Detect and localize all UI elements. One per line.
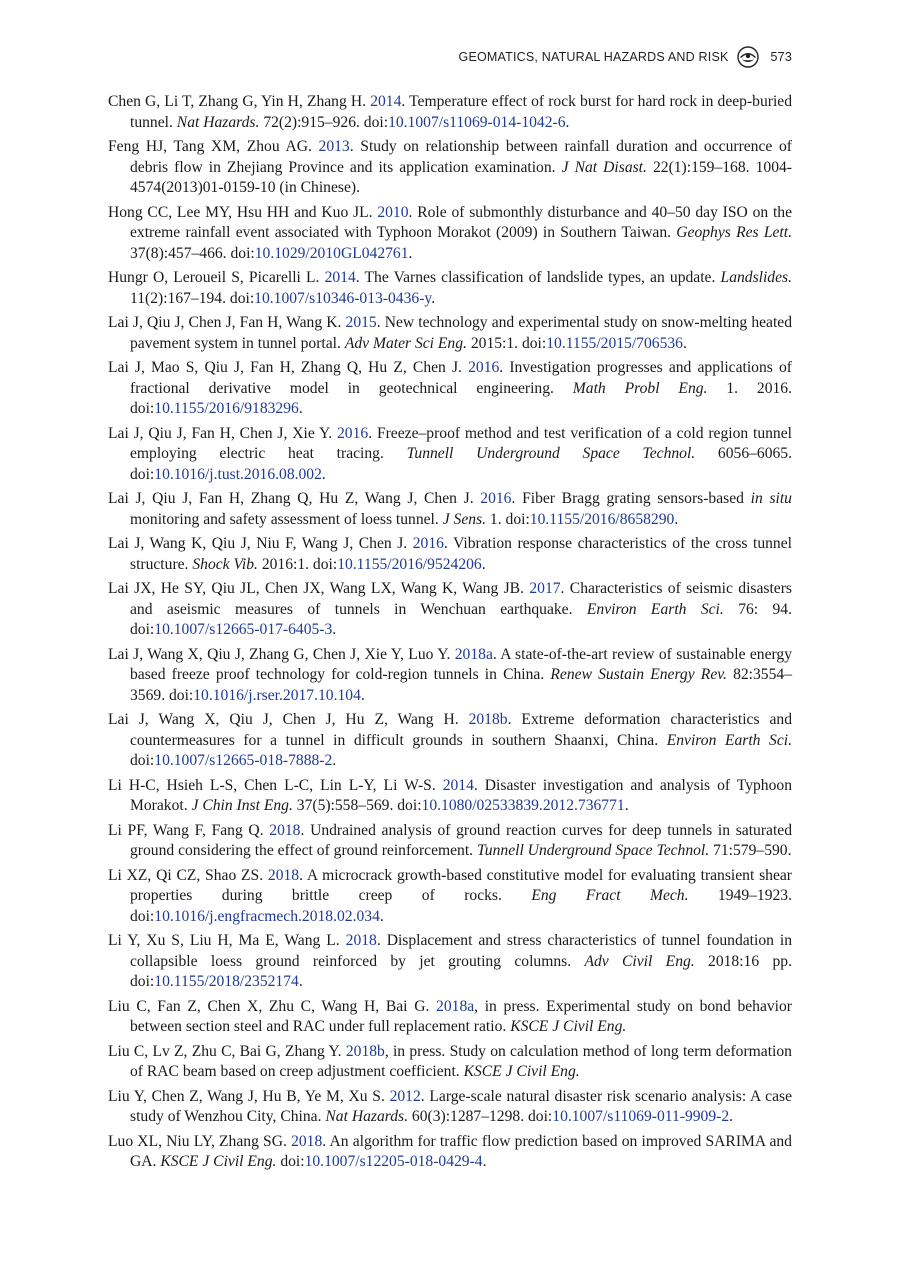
- reference-details: 1. doi:: [489, 510, 530, 528]
- reference-item: Lai JX, He SY, Qiu JL, Chen JX, Wang LX, Wang K, Wang JB. 2017. Characteristics of seismic disasters and aseismic measures of tunnels in Wenchuan earthquake. Environ Earth Sci. 76: 94. doi:10.1007/s12665-017-6405-3.: [108, 580, 792, 638]
- reference-authors: Li PF, Wang F, Fang Q.: [108, 821, 264, 839]
- reference-item: Lai J, Mao S, Qiu J, Fan H, Zhang Q, Hu Z, Chen J. 2016. Investigation progresses and applications of fractional derivative model in geotechnical engineering. Math Probl Eng. 1. 2016. doi:10.1155/2016/9183296.: [108, 359, 792, 417]
- reference-doi-link[interactable]: 10.1016/j.tust.2016.08.002: [154, 465, 322, 483]
- reference-end: .: [332, 621, 337, 638]
- reference-details: 6056–6065. doi:: [130, 445, 792, 483]
- reference-end: .: [565, 113, 570, 131]
- reference-year-link[interactable]: 2018a: [436, 997, 475, 1015]
- reference-title: Displacement and stress characteristics of tunnel foundation in collapsible loess ground reinforced by jet grouting columns.: [130, 932, 793, 970]
- reference-authors: Lai J, Qiu J, Fan H, Zhang Q, Hu Z, Wang J, Chen J.: [108, 490, 474, 507]
- reference-end: .: [431, 289, 436, 307]
- reference-list: [108, 92, 792, 1177]
- reference-end: .: [674, 510, 679, 528]
- journal-title: GEOMATICS, NATURAL HAZARDS AND RISK: [458, 50, 729, 64]
- reference-status: , in press.: [384, 1042, 446, 1060]
- reference-authors: Lai JX, He SY, Qiu JL, Chen JX, Wang LX, Wang K, Wang JB.: [108, 580, 524, 597]
- reference-journal: Geophys Res Lett.: [676, 224, 792, 241]
- reference-doi-link[interactable]: 10.1007/s12665-017-6405-3: [154, 621, 333, 638]
- reference-authors: Hungr O, Leroueil S, Picarelli L.: [108, 269, 320, 286]
- reference-status: , in press.: [474, 997, 540, 1015]
- reference-doi-link[interactable]: 10.1007/s12665-018-7888-2: [154, 752, 333, 769]
- reference-details: 11(2):167–194. doi:: [130, 289, 255, 307]
- reference-end: .: [360, 686, 365, 704]
- reference-details: 22(1):159–168. 1004-4574(2013)01-0159-10 (in Chinese).: [130, 158, 792, 196]
- reference-year-link[interactable]: 2016: [480, 490, 512, 507]
- reference-end: .: [321, 465, 326, 483]
- reference-doi-link[interactable]: 10.1155/2016/9183296: [154, 400, 299, 417]
- reference-item: Lai J, Wang K, Qiu J, Niu F, Wang J, Chen J. 2016. Vibration response characteristics of the cross tunnel structure. Shock Vib. 2016:1. doi:10.1155/2016/9524206.: [108, 535, 792, 573]
- reference-journal: Nat Hazards.: [176, 113, 260, 131]
- reference-year-link[interactable]: 2014: [370, 93, 402, 110]
- reference-journal: Tunnell Underground Space Technol.: [477, 842, 710, 859]
- reference-year-link[interactable]: 2017: [529, 580, 561, 597]
- reference-details: 1949–1923. doi:: [130, 887, 792, 925]
- reference-doi-link[interactable]: 10.1016/j.engfracmech.2018.02.034: [154, 907, 380, 925]
- reference-title: Extreme deformation characteristics and countermeasures for a tunnel in difficult grounds in southern Shaanxi, China.: [130, 711, 792, 749]
- reference-item: Hong CC, Lee MY, Hsu HH and Kuo JL. 2010. Role of submonthly disturbance and 40–50 day ISO on the extreme rainfall event associated with Typhoon Morakot (2009) in Southern Taiwan. Geophys Res Lett. 37(8):457–466. doi:10.1029/2010GL042761.: [108, 203, 793, 262]
- running-head: [459, 44, 792, 70]
- reference-item: Li Y, Xu S, Liu H, Ma E, Wang L. 2018. Displacement and stress characteristics of tunnel foundation in collapsible loess ground reinforced by jet grouting columns. Adv Civil Eng. 2018:16 pp. doi:10.1155/2018/2352174.: [108, 932, 793, 990]
- reference-authors: Liu Y, Chen Z, Wang J, Hu B, Ye M, Xu S.: [108, 1087, 385, 1105]
- reference-details: 2015:1. doi:: [470, 334, 547, 352]
- reference-authors: Liu C, Fan Z, Chen X, Zhu C, Wang H, Bai G.: [108, 997, 430, 1015]
- reference-title: Experimental study on bond behavior between section steel and RAC under full replacement ratio.: [130, 997, 792, 1035]
- reference-title: Characteristics of seismic disasters and aseismic measures of tunnels in Wenchuan earthquake.: [130, 580, 792, 618]
- reference-details: 72(2):915–926. doi:: [263, 113, 389, 131]
- reference-year-link[interactable]: 2010: [377, 203, 409, 221]
- reference-details: doi:: [130, 752, 155, 769]
- reference-doi-link[interactable]: 10.1007/s10346-013-0436-y: [254, 289, 432, 307]
- reference-year-link[interactable]: 2018a: [454, 645, 493, 663]
- page-number: 573: [770, 50, 792, 64]
- reference-authors: Chen G, Li T, Zhang G, Yin H, Zhang H.: [108, 93, 367, 110]
- reference-authors: Liu C, Lv Z, Zhu C, Bai G, Zhang Y.: [108, 1042, 342, 1060]
- reference-journal: Environ Earth Sci.: [666, 731, 792, 749]
- reference-doi-link[interactable]: 10.1080/02533839.2012.736771: [421, 797, 625, 814]
- reference-item: Hungr O, Leroueil S, Picarelli L. 2014. The Varnes classification of landslide types, an update. Landslides. 11(2):167–194. doi:10.1007/s10346-013-0436-y.: [108, 269, 792, 307]
- reference-item: Lai J, Qiu J, Fan H, Zhang Q, Hu Z, Wang J, Chen J. 2016. Fiber Bragg grating sensors-based in situ monitoring and safety assessment of loess tunnel. J Sens. 1. doi:10.1155/2016/8658290.: [108, 490, 792, 528]
- reference-authors: Feng HJ, Tang XM, Zhou AG.: [108, 138, 312, 155]
- reference-item: Li H-C, Hsieh L-S, Chen L-C, Lin L-Y, Li W-S. 2014. Disaster investigation and analysis of Typhoon Morakot. J Chin Inst Eng. 37(5):558–569. doi:10.1080/02533839.2012.736771.: [108, 776, 792, 814]
- reference-details: 2016:1. doi:: [261, 555, 338, 573]
- reference-item: Li PF, Wang F, Fang Q. 2018. Undrained analysis of ground reaction curves for deep tunnels in saturated ground considering the effect of ground reinforcement. Tunnell Underground Space Technol. 71:579–590.: [108, 821, 793, 859]
- reference-authors: Lai J, Wang K, Qiu J, Niu F, Wang J, Chen J.: [108, 535, 408, 552]
- reference-item: [108, 997, 792, 1038]
- reference-item: Feng HJ, Tang XM, Zhou AG. 2013. Study on relationship between rainfall duration and occurrence of debris flow in Zhejiang Province and its application examination. J Nat Disast. 22(1):159–168. 1004-4574(2013)01-0159-10 (in Chinese).: [108, 138, 792, 196]
- reference-title-italic: in situ: [750, 490, 792, 507]
- reference-title: Role of submonthly disturbance and 40–50 day ISO on the extreme rainfall event associated with Typhoon Morakot (2009) in Southern Taiwan.: [130, 203, 793, 241]
- reference-title: Freeze–proof method and test verification of a cold region tunnel employing electric heat tracing.: [130, 424, 792, 462]
- reference-journal: Renew Sustain Energy Rev.: [550, 666, 727, 683]
- reference-details: 60(3):1287–1298. doi:: [411, 1108, 553, 1125]
- reference-authors: Lai J, Wang X, Qiu J, Zhang G, Chen J, Xie Y, Luo Y.: [108, 645, 451, 663]
- reference-end: .: [682, 334, 687, 352]
- reference-journal: KSCE J Civil Eng.: [463, 1063, 580, 1080]
- reference-details: 2018:16 pp. doi:: [130, 952, 792, 990]
- reference-title: Vibration response characteristics of the cross tunnel structure.: [130, 535, 792, 573]
- reference-title: The Varnes classification of landslide types, an update.: [364, 269, 716, 286]
- reference-journal: J Chin Inst Eng.: [191, 797, 293, 814]
- reference-journal: Tunnell Underground Space Technol.: [406, 445, 696, 462]
- reference-doi-link[interactable]: 10.1155/2018/2352174: [154, 973, 299, 990]
- reference-details: doi:: [280, 1153, 305, 1170]
- reference-title: New technology and experimental study on snow-melting heated pavement system in tunnel portal.: [130, 314, 793, 352]
- reference-details: 37(5):558–569. doi:: [296, 797, 422, 814]
- reference-authors: Li H-C, Hsieh L-S, Chen L-C, Lin L-Y, Li W-S.: [108, 776, 436, 794]
- reference-year-link[interactable]: 2015: [345, 314, 377, 331]
- reference-doi-link[interactable]: 10.1007/s12205-018-0429-4: [304, 1153, 483, 1170]
- reference-authors: Li Y, Xu S, Liu H, Ma E, Wang L.: [108, 932, 340, 949]
- reference-year-link[interactable]: 2014: [324, 269, 356, 286]
- reference-journal: Nat Hazards.: [325, 1108, 409, 1125]
- reference-authors: Lai J, Wang X, Qiu J, Chen J, Hu Z, Wang H.: [108, 711, 459, 728]
- reference-title: Disaster investigation and analysis of Typhoon Morakot.: [130, 776, 792, 814]
- reference-year-link[interactable]: 2014: [442, 776, 474, 794]
- reference-year-link[interactable]: 2013: [318, 138, 350, 155]
- reference-journal: Adv Civil Eng.: [584, 952, 695, 970]
- reference-year-link[interactable]: 2016: [468, 359, 500, 376]
- reference-year-link[interactable]: 2018b: [468, 711, 508, 728]
- reference-year-link[interactable]: 2016: [412, 535, 444, 552]
- reference-item: Li XZ, Qi CZ, Shao ZS. 2018. A microcrack growth-based constitutive model for evaluating transient shear properties during brittle creep of rocks. Eng Fract Mech. 1949–1923. doi:10.1016/j.engfracmech.2018.02.034.: [108, 866, 792, 925]
- reference-authors: Lai J, Qiu J, Chen J, Fan H, Wang K.: [108, 314, 342, 331]
- reference-details: 1. 2016. doi:: [130, 379, 792, 417]
- reference-title: Large-scale natural disaster risk scenario analysis: A case study of Wenzhou City, China.: [130, 1087, 792, 1125]
- reference-end: .: [408, 244, 413, 262]
- reference-year-link[interactable]: 2018: [291, 1132, 323, 1150]
- reference-doi-link[interactable]: 10.1155/2015/706536: [546, 334, 683, 352]
- reference-title: Study on relationship between rainfall duration and occurrence of debris flow in Zhejiang Province and its application examination.: [130, 138, 792, 176]
- reference-journal: J Nat Disast.: [561, 158, 647, 176]
- reference-doi-link[interactable]: 10.1007/s11069-011-9909-2: [552, 1108, 730, 1125]
- reference-year-link[interactable]: 2018: [269, 821, 301, 839]
- reference-end: .: [298, 973, 303, 990]
- reference-doi-link[interactable]: 10.1007/s11069-014-1042-6: [388, 113, 566, 131]
- reference-title: Investigation progresses and applications of fractional derivative model in geotechnical engineering.: [130, 359, 792, 397]
- reference-title: Temperature effect of rock burst for hard rock in deep-buried tunnel.: [130, 93, 792, 131]
- reference-end: .: [482, 1153, 487, 1170]
- reference-end: .: [624, 797, 629, 814]
- reference-details: 76: 94. doi:: [130, 600, 792, 638]
- reference-end: .: [379, 907, 384, 925]
- reference-authors: Luo XL, Niu LY, Zhang SG.: [108, 1132, 287, 1150]
- reference-details: 71:579–590.: [713, 842, 792, 859]
- reference-item: Lai J, Qiu J, Fan H, Chen J, Xie Y. 2016. Freeze–proof method and test verification of a cold region tunnel employing electric heat tracing. Tunnell Underground Space Technol. 6056–6065. doi:10.1016/j.tust.2016.08.002.: [108, 424, 792, 483]
- reference-journal: Environ Earth Sci.: [586, 600, 724, 618]
- reference-end: .: [298, 400, 303, 417]
- crossmark-icon[interactable]: [737, 46, 759, 68]
- reference-item: Lai J, Qiu J, Chen J, Fan H, Wang K. 2015. New technology and experimental study on snow-melting heated pavement system in tunnel portal. Adv Mater Sci Eng. 2015:1. doi:10.1155/2015/706536.: [108, 314, 793, 352]
- reference-item: Lai J, Wang X, Qiu J, Chen J, Hu Z, Wang H. 2018b. Extreme deformation characteristics and countermeasures for a tunnel in difficult grounds in southern Shaanxi, China. Environ Earth Sci. doi:10.1007/s12665-018-7888-2.: [108, 711, 792, 769]
- reference-year-link[interactable]: 2018b: [345, 1042, 385, 1060]
- reference-year-link[interactable]: 2018: [345, 932, 377, 949]
- reference-doi-link[interactable]: 10.1029/2010GL042761: [254, 244, 409, 262]
- reference-item: Chen G, Li T, Zhang G, Yin H, Zhang H. 2014. Temperature effect of rock burst for hard rock in deep-buried tunnel. Nat Hazards. 72(2):915–926. doi:10.1007/s11069-014-1042-6.: [108, 93, 792, 131]
- reference-journal: Eng Fract Mech.: [531, 887, 689, 904]
- reference-item: Luo XL, Niu LY, Zhang SG. 2018. An algorithm for traffic flow prediction based on improved SARIMA and GA. KSCE J Civil Eng. doi:10.1007/s12205-018-0429-4.: [108, 1132, 792, 1170]
- reference-title: monitoring and safety assessment of loess tunnel.: [130, 510, 439, 528]
- reference-title: An algorithm for traffic flow prediction based on improved SARIMA and GA.: [130, 1132, 792, 1170]
- reference-title: Fiber Bragg grating sensors-based: [522, 490, 744, 507]
- reference-authors: Lai J, Mao S, Qiu J, Fan H, Zhang Q, Hu Z, Chen J.: [108, 359, 462, 376]
- reference-end: .: [729, 1108, 734, 1125]
- reference-item: Liu Y, Chen Z, Wang J, Hu B, Ye M, Xu S. 2012. Large-scale natural disaster risk scenario analysis: A case study of Wenzhou City, China. Nat Hazards. 60(3):1287–1298. doi:10.1007/s11069-011-9909-2.: [108, 1087, 792, 1125]
- reference-journal: KSCE J Civil Eng.: [160, 1153, 277, 1170]
- reference-title: Undrained analysis of ground reaction curves for deep tunnels in saturated ground considering the effect of ground reinforcement.: [130, 821, 793, 859]
- reference-item: [108, 1042, 792, 1083]
- reference-journal: Adv Mater Sci Eng.: [344, 334, 467, 352]
- reference-authors: Li XZ, Qi CZ, Shao ZS.: [108, 866, 264, 884]
- reference-details: 82:3554–3569. doi:: [130, 666, 792, 704]
- reference-journal: J Sens.: [442, 510, 487, 528]
- reference-year-link[interactable]: 2016: [337, 424, 369, 442]
- reference-year-link[interactable]: 2012: [389, 1087, 421, 1105]
- reference-journal: Landslides.: [720, 269, 792, 286]
- reference-journal: Math Probl Eng.: [572, 379, 708, 397]
- reference-item: Lai J, Wang X, Qiu J, Zhang G, Chen J, Xie Y, Luo Y. 2018a. A state-of-the-art review of sustainable energy based freeze proof technology for cold-region tunnels in China. Renew Sustain Energy Rev. 82:3554–3569. doi:10.1016/j.rser.2017.10.104.: [108, 645, 792, 704]
- reference-title: Study on calculation method of long term deformation of RAC beam based on creep adjustment coefficient.: [130, 1042, 792, 1080]
- reference-doi-link[interactable]: 10.1155/2016/9524206: [337, 555, 482, 573]
- reference-journal: Shock Vib.: [192, 555, 258, 573]
- reference-doi-link[interactable]: 10.1155/2016/8658290: [529, 510, 675, 528]
- reference-authors: Lai J, Qiu J, Fan H, Chen J, Xie Y.: [108, 424, 333, 442]
- reference-title: A state-of-the-art review of sustainable energy based freeze proof technology for cold-region tunnels in China.: [130, 645, 792, 683]
- reference-doi-link[interactable]: 10.1016/j.rser.2017.10.104: [193, 686, 361, 704]
- reference-authors: Hong CC, Lee MY, Hsu HH and Kuo JL.: [108, 203, 373, 221]
- reference-details: 37(8):457–466. doi:: [130, 244, 255, 262]
- reference-end: .: [481, 555, 486, 573]
- reference-title: A microcrack growth-based constitutive model for evaluating transient shear properties during brittle creep of rocks.: [130, 866, 792, 904]
- reference-year-link[interactable]: 2018: [267, 866, 300, 884]
- reference-journal: KSCE J Civil Eng.: [510, 1018, 627, 1035]
- reference-end: .: [332, 752, 337, 769]
